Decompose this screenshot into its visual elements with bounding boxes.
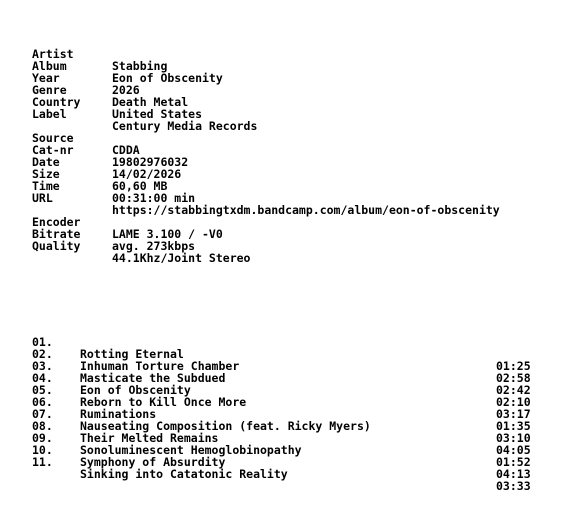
track-title: Their Melted Remains — [80, 431, 219, 445]
track-number: 10. — [32, 443, 53, 457]
field-value: 19802976032 — [112, 155, 189, 169]
track-title: Rotting Eternal — [80, 347, 184, 361]
track-title: Symphony of Absurdity — [80, 455, 226, 469]
track-title: Eon of Obscenity — [80, 383, 191, 397]
track-number: 04. — [32, 371, 53, 385]
field-label: Source — [32, 131, 74, 145]
field-value: CDDA — [112, 143, 140, 157]
field-label: Quality — [32, 239, 81, 253]
field-label: Encoder — [32, 215, 81, 229]
field-value: Century Media Records — [112, 119, 258, 133]
track-duration: 03:17 — [496, 407, 531, 421]
track-title: Masticate the Subdued — [80, 371, 226, 385]
field-value: avg. 273kbps — [112, 239, 196, 253]
field-value: 60,60 MB — [112, 179, 168, 193]
field-label: Bitrate — [32, 227, 81, 241]
field-label: Artist — [32, 47, 74, 61]
field-label: Time — [32, 179, 60, 193]
track-duration: 04:13 — [496, 467, 531, 481]
track-number: 11. — [32, 455, 53, 469]
field-value: Death Metal — [112, 95, 189, 109]
track-title: Inhuman Torture Chamber — [80, 359, 240, 373]
track-duration: 02:58 — [496, 371, 531, 385]
track-title: Ruminations — [80, 407, 157, 421]
track-number: 02. — [32, 347, 53, 361]
field-label: Genre — [32, 83, 67, 97]
field-label: URL — [32, 191, 53, 205]
track-title: Nauseating Composition (feat. Ricky Myers) — [80, 419, 371, 433]
field-label: Cat-nr — [32, 143, 74, 157]
track-title: Sinking into Catatonic Reality — [80, 467, 288, 481]
track-title: Sonoluminescent Hemoglobinopathy — [80, 443, 302, 457]
field-label: Label — [32, 107, 67, 121]
track-duration: 01:35 — [496, 419, 531, 433]
field-value: United States — [112, 107, 203, 121]
track-duration: 04:05 — [496, 443, 531, 457]
track-title: Reborn to Kill Once More — [80, 395, 247, 409]
field-value: 44.1Khz/Joint Stereo — [112, 251, 251, 265]
url-value: https://stabbingtxdm.bandcamp.com/album/eon-of-obscenity — [112, 203, 500, 217]
track-number: 08. — [32, 419, 53, 433]
field-label: Year — [32, 71, 60, 85]
track-number: 07. — [32, 407, 53, 421]
track-duration: 02:10 — [496, 395, 531, 409]
field-value: 2026 — [112, 83, 140, 97]
field-label: Album — [32, 59, 67, 73]
track-duration: 03:33 — [496, 479, 531, 493]
field-label: Size — [32, 167, 60, 181]
field-value: LAME 3.100 / -V0 — [112, 227, 223, 241]
field-label: Date — [32, 155, 60, 169]
track-number: 05. — [32, 383, 53, 397]
track-number: 06. — [32, 395, 53, 409]
track-duration: 03:10 — [496, 431, 531, 445]
track-duration: 02:42 — [496, 383, 531, 397]
field-label: Country — [32, 95, 81, 109]
track-number: 01. — [32, 335, 53, 349]
track-duration: 01:25 — [496, 359, 531, 373]
track-duration: 01:52 — [496, 455, 531, 469]
field-value: 14/02/2026 — [112, 167, 182, 181]
field-value: 00:31:00 min — [112, 191, 196, 205]
track-number: 03. — [32, 359, 53, 373]
field-value: Eon of Obscenity — [112, 71, 223, 85]
field-value: Stabbing — [112, 59, 168, 73]
track-number: 09. — [32, 431, 53, 445]
